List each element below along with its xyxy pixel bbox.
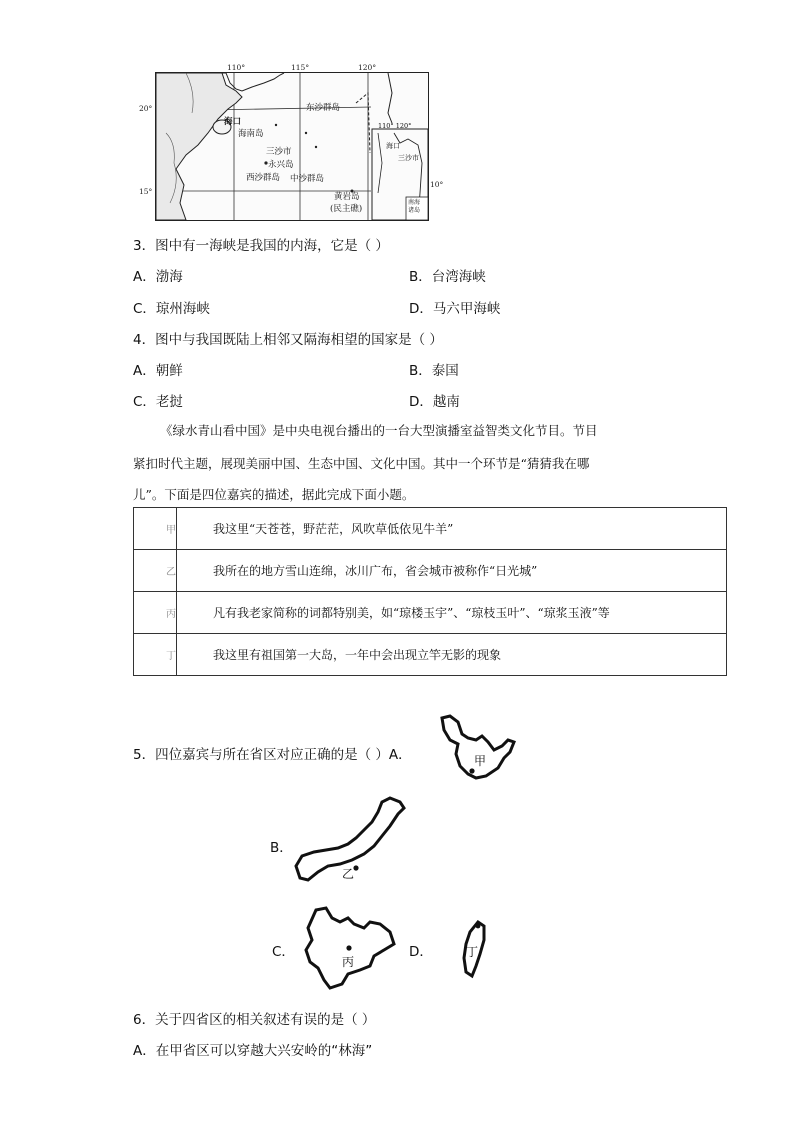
q3-option-d[interactable]: D．马六甲海峡 <box>409 301 501 317</box>
q5-stem[interactable]: 5．四位嘉宾与所在省区对应正确的是（ ）A． <box>133 747 412 763</box>
row-text: 凡有我老家简称的词都特别美，如“琼楼玉宇”、“琼枝玉叶”、“琼浆玉液”等 <box>177 592 727 634</box>
map-b-label: 乙 <box>342 867 355 881</box>
province-map-d[interactable] <box>456 918 490 982</box>
map-tick-20: 20° <box>139 104 153 113</box>
map-label-huangyan: 黄岩岛 <box>334 192 360 202</box>
q3-option-b[interactable]: B．台湾海峡 <box>409 269 486 285</box>
q6-option-a[interactable]: A．在甲省区可以穿越大兴安岭的“林海” <box>133 1043 373 1059</box>
province-map-b[interactable] <box>292 794 414 886</box>
map-label-dongsha: 东沙群岛 <box>306 103 341 113</box>
map-inset-sansha: 三沙市 <box>398 154 419 162</box>
q5-option-b[interactable]: B． <box>270 840 293 856</box>
row-mark: 乙 <box>134 550 177 592</box>
map-tick-110: 110° <box>227 63 246 72</box>
q4-option-a[interactable]: A．朝鲜 <box>133 363 183 379</box>
map-d-label: 丁 <box>466 945 479 959</box>
map-label-hainan: 海南岛 <box>238 129 264 139</box>
table-row <box>134 634 727 676</box>
table-row <box>134 550 727 592</box>
passage-line-1: 《绿水青山看中国》是中央电视台播出的一台大型演播室益智类文化节目。节目 <box>160 423 598 438</box>
map-label-zhongsha: 中沙群岛 <box>290 174 325 184</box>
q3-stem: 3．图中有一海峡是我国的内海，它是（ ） <box>133 238 389 254</box>
map-c-label: 丙 <box>342 955 355 969</box>
map-label-haikou: 海口 <box>224 117 242 127</box>
province-map-a[interactable] <box>436 712 518 782</box>
province-map-c[interactable] <box>300 904 400 992</box>
map-label-sansha: 三沙市 <box>266 147 292 157</box>
q5-option-d[interactable]: D． <box>409 944 433 960</box>
q3-option-c[interactable]: C．琼州海峡 <box>133 301 210 317</box>
map-a-label: 甲 <box>474 754 487 768</box>
q4-option-d[interactable]: D．越南 <box>409 394 460 410</box>
south-china-sea-map <box>155 72 429 221</box>
q6-stem: 6．关于四省区的相关叙述有误的是（ ） <box>133 1012 376 1028</box>
guest-clue-table <box>133 507 727 676</box>
row-text: 我所在的地方雪山连绵，冰川广布，省会城市被称作“日光城” <box>177 550 727 592</box>
map-label-yongxing: 永兴岛 <box>268 160 294 170</box>
row-text: 我这里“天苍苍，野茫茫，风吹草低依见牛羊” <box>177 508 727 550</box>
row-text: 我这里有祖国第一大岛，一年中会出现立竿无影的现象 <box>177 634 727 676</box>
map-label-xisha: 西沙群岛 <box>246 173 281 183</box>
map-label-minzhu: (民主礁) <box>330 204 363 214</box>
map-inset-nanhai: 南海 诸岛 <box>408 199 421 214</box>
q4-option-c[interactable]: C．老挝 <box>133 394 183 410</box>
row-mark: 甲 <box>134 508 177 550</box>
q5-option-c[interactable]: C． <box>272 944 295 960</box>
map-tick-115: 115° <box>291 63 310 72</box>
q4-stem: 4．图中与我国既陆上相邻又隔海相望的国家是（ ） <box>133 332 443 348</box>
map-tick-120: 120° <box>358 63 377 72</box>
row-mark: 丁 <box>134 634 177 676</box>
passage-line-3: 儿”。下面是四位嘉宾的描述，据此完成下面小题。 <box>133 487 415 502</box>
row-mark: 丙 <box>134 592 177 634</box>
table-row <box>134 592 727 634</box>
map-inset-ticks: 110° 120° <box>378 122 412 130</box>
q4-option-b[interactable]: B．泰国 <box>409 363 459 379</box>
passage-line-2: 紧扣时代主题，展现美丽中国、生态中国、文化中国。其中一个环节是“猜猜我在哪 <box>133 456 590 471</box>
q3-option-a[interactable]: A．渤海 <box>133 269 183 285</box>
map-tick-10: 10° <box>430 180 444 189</box>
map-tick-15: 15° <box>139 187 153 196</box>
table-row <box>134 508 727 550</box>
map-inset-haikou: 海口 <box>386 142 400 150</box>
